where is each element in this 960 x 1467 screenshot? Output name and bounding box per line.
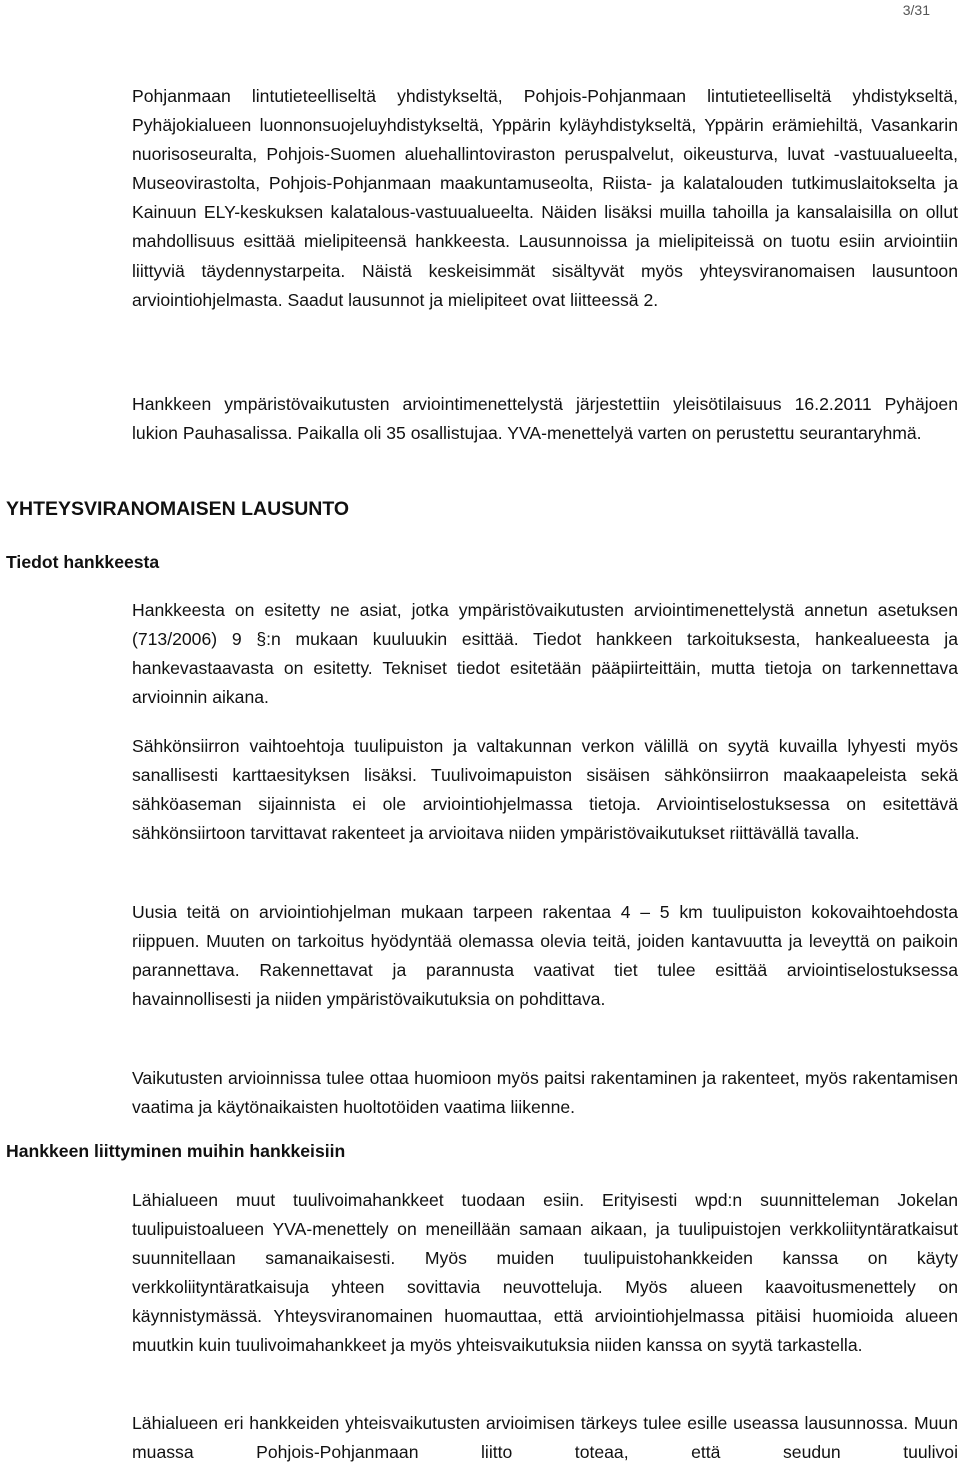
paragraph-cumulative-impacts: Lähialueen eri hankkeiden yhteisvaikutusten arvioimisen tärkeys tulee esille useassa lausunnossa. Muun muassa Pohjois-Pohjanmaan liitto toteaa, että seudun tuulivoi (132, 1413, 958, 1463)
paragraph-statements-received: Pohjanmaan lintutieteelliseltä yhdistykseltä, Pohjois-Pohjanmaan lintutieteelliseltä yhdistykseltä, Pyhäjokialueen luonnonsuojeluyhdistykseltä, Yppärin kyläyhdistykseltä, Yppärin erämiehiltä, Vasankarin nuorisoseuralta, Pohjois-Suomen aluehallintoviraston peruspalvelut, oikeusturva, luvat -vastuualueelta, Museovirastolta, Pohjois-Pohjanmaan maakuntamuseolta, Riista- ja kalatalouden tutkimuslaitokselta ja Kainuun ELY-keskuksen kalatalous-vastuualueelta. Näiden lisäksi muilla tahoilla ja kansalaisilla on ollut mahdollisuus esittää mielipiteensä hankkeesta. Lausunnoissa ja mielipiteissä on tuotu esiin arviointiin liittyviä täydennystarpeita. Näistä keskeisimmät sisältyvät myös yhteysviranomaisen lausuntoon arviointiohjelmasta. Saadut lausunnot ja mielipiteet ovat liitteessä 2. (132, 86, 958, 310)
section-heading-authority-statement: YHTEYSVIRANOMAISEN LAUSUNTO (6, 498, 350, 520)
subheading-project-information: Tiedot hankkeesta (6, 552, 160, 572)
paragraph-power-transmission: Sähkönsiirron vaihtoehtoja tuulipuiston ja valtakunnan verkon välillä on syytä kuvailla lyhyesti myös sanallisesti karttaesityksen lisäksi. Tuulivoimapuiston sisäisen sähkönsiirron maakaapeleista sekä sähköaseman sijainnista ei ole arviointiohjelmassa tietoja. Arviointiselostuksessa on esitettävä sähkönsiirtoon tarvittavat rakenteet ja arvioitava niiden ympäristövaikutukset riittävällä tavalla. (132, 736, 958, 844)
page-number: 3/31 (902, 2, 930, 18)
paragraph-traffic-impacts: Vaikutusten arvioinnissa tulee ottaa huomioon myös paitsi rakentaminen ja rakenteet, myös rakentamisen vaatima ja käytönaikaisten huoltotöiden vaatima liikenne. (132, 1068, 958, 1118)
paragraph-nearby-wind-projects: Lähialueen muut tuulivoimahankkeet tuodaan esiin. Erityisesti wpd:n suunnitteleman Jokelan tuulipuistoalueen YVA-menettely on meneillään samaan aikaan, ja tuulipuistojen verkkoliityntäratkaisut suunnitellaan samanaikaisesti. Myös muiden tuulipuistohankkeiden kanssa on käyty verkkoliityntäratkaisuja yhteen sovittavia neuvotteluja. Myös alueen kaavoitusmenettely on käynnistymässä. Yhteysviranomainen huomauttaa, että arviointiohjelmassa pitäisi huomioida alueen muutkin kuin tuulivoimahankkeet ja myös yhteisvaikutuksia niiden kanssa on syytä tarkastella. (132, 1190, 958, 1356)
paragraph-new-roads: Uusia teitä on arviointiohjelman mukaan tarpeen rakentaa 4 – 5 km tuulipuiston kokovaihtoehdosta riippuen. Muuten on tarkoitus hyödyntää olemassa olevia teitä, joiden kantavuutta ja leveyttä on paikoin parannettava. Rakennettavat ja parannusta vaativat tiet tulee esittää arviointiselostuksessa havainnollisesti ja niiden ympäristövaikutuksia on pohdittava. (132, 902, 958, 1010)
paragraph-public-event: Hankkeen ympäristövaikutusten arviointimenettelystä järjestettiin yleisötilaisuus 16.2.2011 Pyhäjoen lukion Pauhasalissa. Paikalla oli 35 osallistujaa. YVA-menettelyä varten on perustettu seurantaryhmä. (132, 394, 958, 444)
paragraph-project-information: Hankkeesta on esitetty ne asiat, jotka ympäristövaikutusten arviointimenettelystä annetun asetuksen (713/2006) 9 §:n mukaan kuuluukin esittää. Tiedot hankkeen tarkoituksesta, hankealueesta ja hankevastaavasta on esitetty. Tekniset tiedot esitetään pääpiirteittäin, mutta tietoja on tarkennettava arvioinnin aikana. (132, 600, 958, 708)
subheading-related-projects: Hankkeen liittyminen muihin hankkeisiin (6, 1141, 346, 1161)
